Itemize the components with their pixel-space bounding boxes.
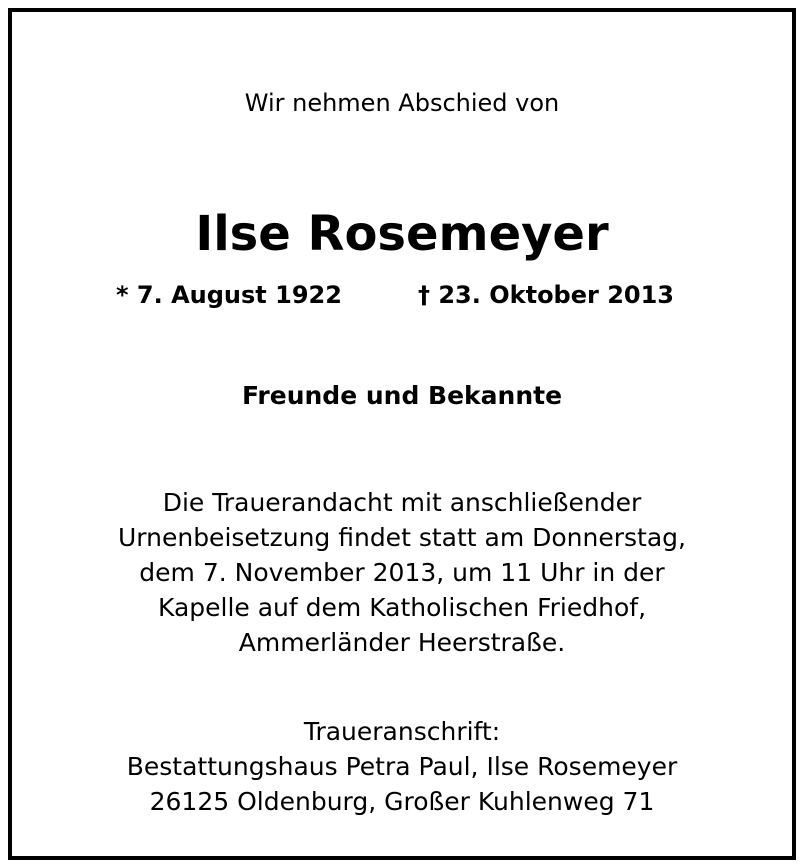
- life-dates: [12, 278, 792, 312]
- mourners-heading: Freunde und Bekannte: [241, 381, 563, 410]
- address-line: 26125 Oldenburg, Großer Kuhlenweg 71: [149, 787, 655, 816]
- service-announcement: [12, 485, 792, 660]
- obituary-notice: [8, 8, 796, 860]
- death-date: † 23. Oktober 2013: [418, 281, 674, 309]
- birth-date: * 7. August 1922: [116, 281, 342, 309]
- deceased-name: Ilse Rosemeyer: [195, 206, 609, 262]
- intro-text: Wir nehmen Abschied von: [244, 89, 560, 117]
- service-line: dem 7. November 2013, um 11 Uhr in der: [139, 558, 665, 587]
- address-heading: Traueranschrift:: [303, 717, 501, 746]
- service-line: Die Trauerandacht mit anschließender: [162, 488, 642, 517]
- service-line: Ammerländer Heerstraße.: [238, 628, 566, 657]
- mourning-address: [12, 714, 792, 819]
- service-line: Kapelle auf dem Katholischen Friedhof,: [157, 593, 647, 622]
- service-line: Urnenbeisetzung findet statt am Donnerstag,: [117, 523, 686, 552]
- address-line: Bestattungshaus Petra Paul, Ilse Rosemeyer: [126, 752, 678, 781]
